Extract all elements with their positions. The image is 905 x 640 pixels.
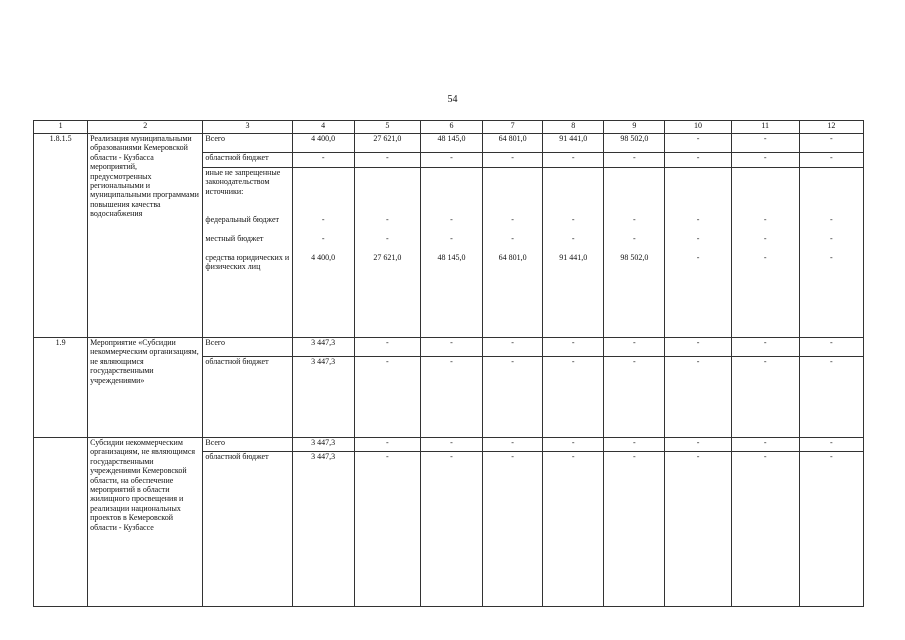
value-cell <box>292 168 354 215</box>
value-cell: - <box>354 452 420 607</box>
value-cell: - <box>799 338 863 357</box>
value-cell: 98 502,0 <box>604 253 665 338</box>
value-cell: 3 447,3 <box>292 452 354 607</box>
value-cell: - <box>543 234 604 253</box>
value-cell: - <box>543 438 604 452</box>
header-cell: 11 <box>731 121 799 134</box>
value-cell: - <box>292 234 354 253</box>
header-cell: 4 <box>292 121 354 134</box>
value-cell: - <box>799 452 863 607</box>
value-cell: - <box>420 215 482 234</box>
value-cell: - <box>354 438 420 452</box>
measure-name: Мероприятие «Субсидии некоммерческим организациям, не являющимся государственными учреждениями» <box>88 338 203 438</box>
page-number: 54 <box>447 94 458 105</box>
value-cell <box>354 168 420 215</box>
row-number: 1.9 <box>34 338 88 438</box>
header-cell: 1 <box>34 121 88 134</box>
value-cell: - <box>483 215 543 234</box>
header-cell: 10 <box>665 121 731 134</box>
program-table <box>33 120 864 607</box>
value-cell: - <box>543 215 604 234</box>
value-cell: - <box>420 234 482 253</box>
value-cell: - <box>604 452 665 607</box>
value-cell: 27 621,0 <box>354 253 420 338</box>
value-cell: - <box>731 134 799 153</box>
value-cell: - <box>799 357 863 438</box>
value-cell: - <box>604 438 665 452</box>
value-cell: 3 447,3 <box>292 338 354 357</box>
value-cell: - <box>665 253 731 338</box>
value-cell: - <box>420 357 482 438</box>
header-cell: 12 <box>799 121 863 134</box>
value-cell: 91 441,0 <box>543 134 604 153</box>
value-cell: 48 145,0 <box>420 134 482 153</box>
funding-source: областной бюджет <box>203 452 292 607</box>
header-cell: 6 <box>420 121 482 134</box>
value-cell: - <box>665 215 731 234</box>
value-cell: 3 447,3 <box>292 438 354 452</box>
funding-source: областной бюджет <box>203 153 292 168</box>
value-cell: - <box>604 234 665 253</box>
value-cell: - <box>731 234 799 253</box>
table-row <box>34 134 864 153</box>
value-cell: - <box>604 357 665 438</box>
value-cell <box>543 168 604 215</box>
value-cell: 98 502,0 <box>604 134 665 153</box>
value-cell: - <box>665 338 731 357</box>
value-cell: - <box>292 215 354 234</box>
value-cell <box>731 168 799 215</box>
row-number: 1.8.1.5 <box>34 134 88 338</box>
header-cell: 5 <box>354 121 420 134</box>
value-cell: - <box>354 215 420 234</box>
value-cell: - <box>420 338 482 357</box>
value-cell: - <box>799 215 863 234</box>
value-cell: 4 400,0 <box>292 134 354 153</box>
value-cell: 27 621,0 <box>354 134 420 153</box>
value-cell: - <box>483 357 543 438</box>
value-cell: - <box>483 438 543 452</box>
value-cell: - <box>731 452 799 607</box>
table-row <box>34 338 864 357</box>
measure-name: Реализация муниципальными образованиями Кемеровской области - Кузбасса мероприятий, предусмотренных региональными и муниципальными программами повышения качества водоснабжения <box>88 134 203 338</box>
value-cell: - <box>799 134 863 153</box>
value-cell: - <box>604 153 665 168</box>
funding-source: иные не запрещенные законодательством источники: <box>203 168 292 215</box>
value-cell: - <box>420 452 482 607</box>
value-cell: 4 400,0 <box>292 253 354 338</box>
value-cell: - <box>731 153 799 168</box>
value-cell: - <box>483 234 543 253</box>
value-cell: - <box>799 153 863 168</box>
value-cell <box>604 168 665 215</box>
funding-source: федеральный бюджет <box>203 215 292 234</box>
value-cell: - <box>665 134 731 153</box>
funding-source: Всего <box>203 438 292 452</box>
value-cell: - <box>292 153 354 168</box>
header-cell: 3 <box>203 121 292 134</box>
value-cell: - <box>354 234 420 253</box>
value-cell: - <box>543 452 604 607</box>
value-cell: - <box>665 452 731 607</box>
value-cell: - <box>354 357 420 438</box>
funding-source: Всего <box>203 134 292 153</box>
header-cell: 9 <box>604 121 665 134</box>
measure-name: Субсидии некоммерческим организациям, не являющимся государственными учреждениями Кемеровской области, на обеспечение мероприятий в области жилищного просвещения и реализации национальных проектов в Кемеровской области - Кузбассе <box>88 438 203 607</box>
value-cell: - <box>731 215 799 234</box>
header-cell: 7 <box>483 121 543 134</box>
value-cell: 64 801,0 <box>483 253 543 338</box>
value-cell: - <box>731 338 799 357</box>
funding-source: областной бюджет <box>203 357 292 438</box>
value-cell: - <box>604 215 665 234</box>
value-cell: - <box>731 438 799 452</box>
funding-source: средства юридических и физических лиц <box>203 253 292 338</box>
value-cell: - <box>483 452 543 607</box>
value-cell <box>483 168 543 215</box>
value-cell: - <box>731 357 799 438</box>
header-row <box>34 121 864 134</box>
value-cell: - <box>731 253 799 338</box>
value-cell: - <box>483 153 543 168</box>
value-cell <box>799 168 863 215</box>
value-cell: - <box>420 153 482 168</box>
value-cell: - <box>354 153 420 168</box>
value-cell: - <box>799 234 863 253</box>
value-cell: - <box>543 153 604 168</box>
table-row <box>34 438 864 452</box>
value-cell: - <box>483 338 543 357</box>
value-cell: - <box>799 438 863 452</box>
funding-source: местный бюджет <box>203 234 292 253</box>
value-cell: 3 447,3 <box>292 357 354 438</box>
value-cell: 64 801,0 <box>483 134 543 153</box>
value-cell: - <box>543 357 604 438</box>
value-cell: - <box>543 338 604 357</box>
header-cell: 8 <box>543 121 604 134</box>
value-cell: - <box>665 234 731 253</box>
value-cell <box>420 168 482 215</box>
value-cell: - <box>604 338 665 357</box>
value-cell: - <box>665 357 731 438</box>
value-cell: - <box>665 153 731 168</box>
value-cell: - <box>665 438 731 452</box>
row-number <box>34 438 88 607</box>
value-cell: 48 145,0 <box>420 253 482 338</box>
header-cell: 2 <box>88 121 203 134</box>
value-cell: - <box>420 438 482 452</box>
value-cell: - <box>354 338 420 357</box>
funding-source: Всего <box>203 338 292 357</box>
value-cell: 91 441,0 <box>543 253 604 338</box>
value-cell <box>665 168 731 215</box>
value-cell: - <box>799 253 863 338</box>
